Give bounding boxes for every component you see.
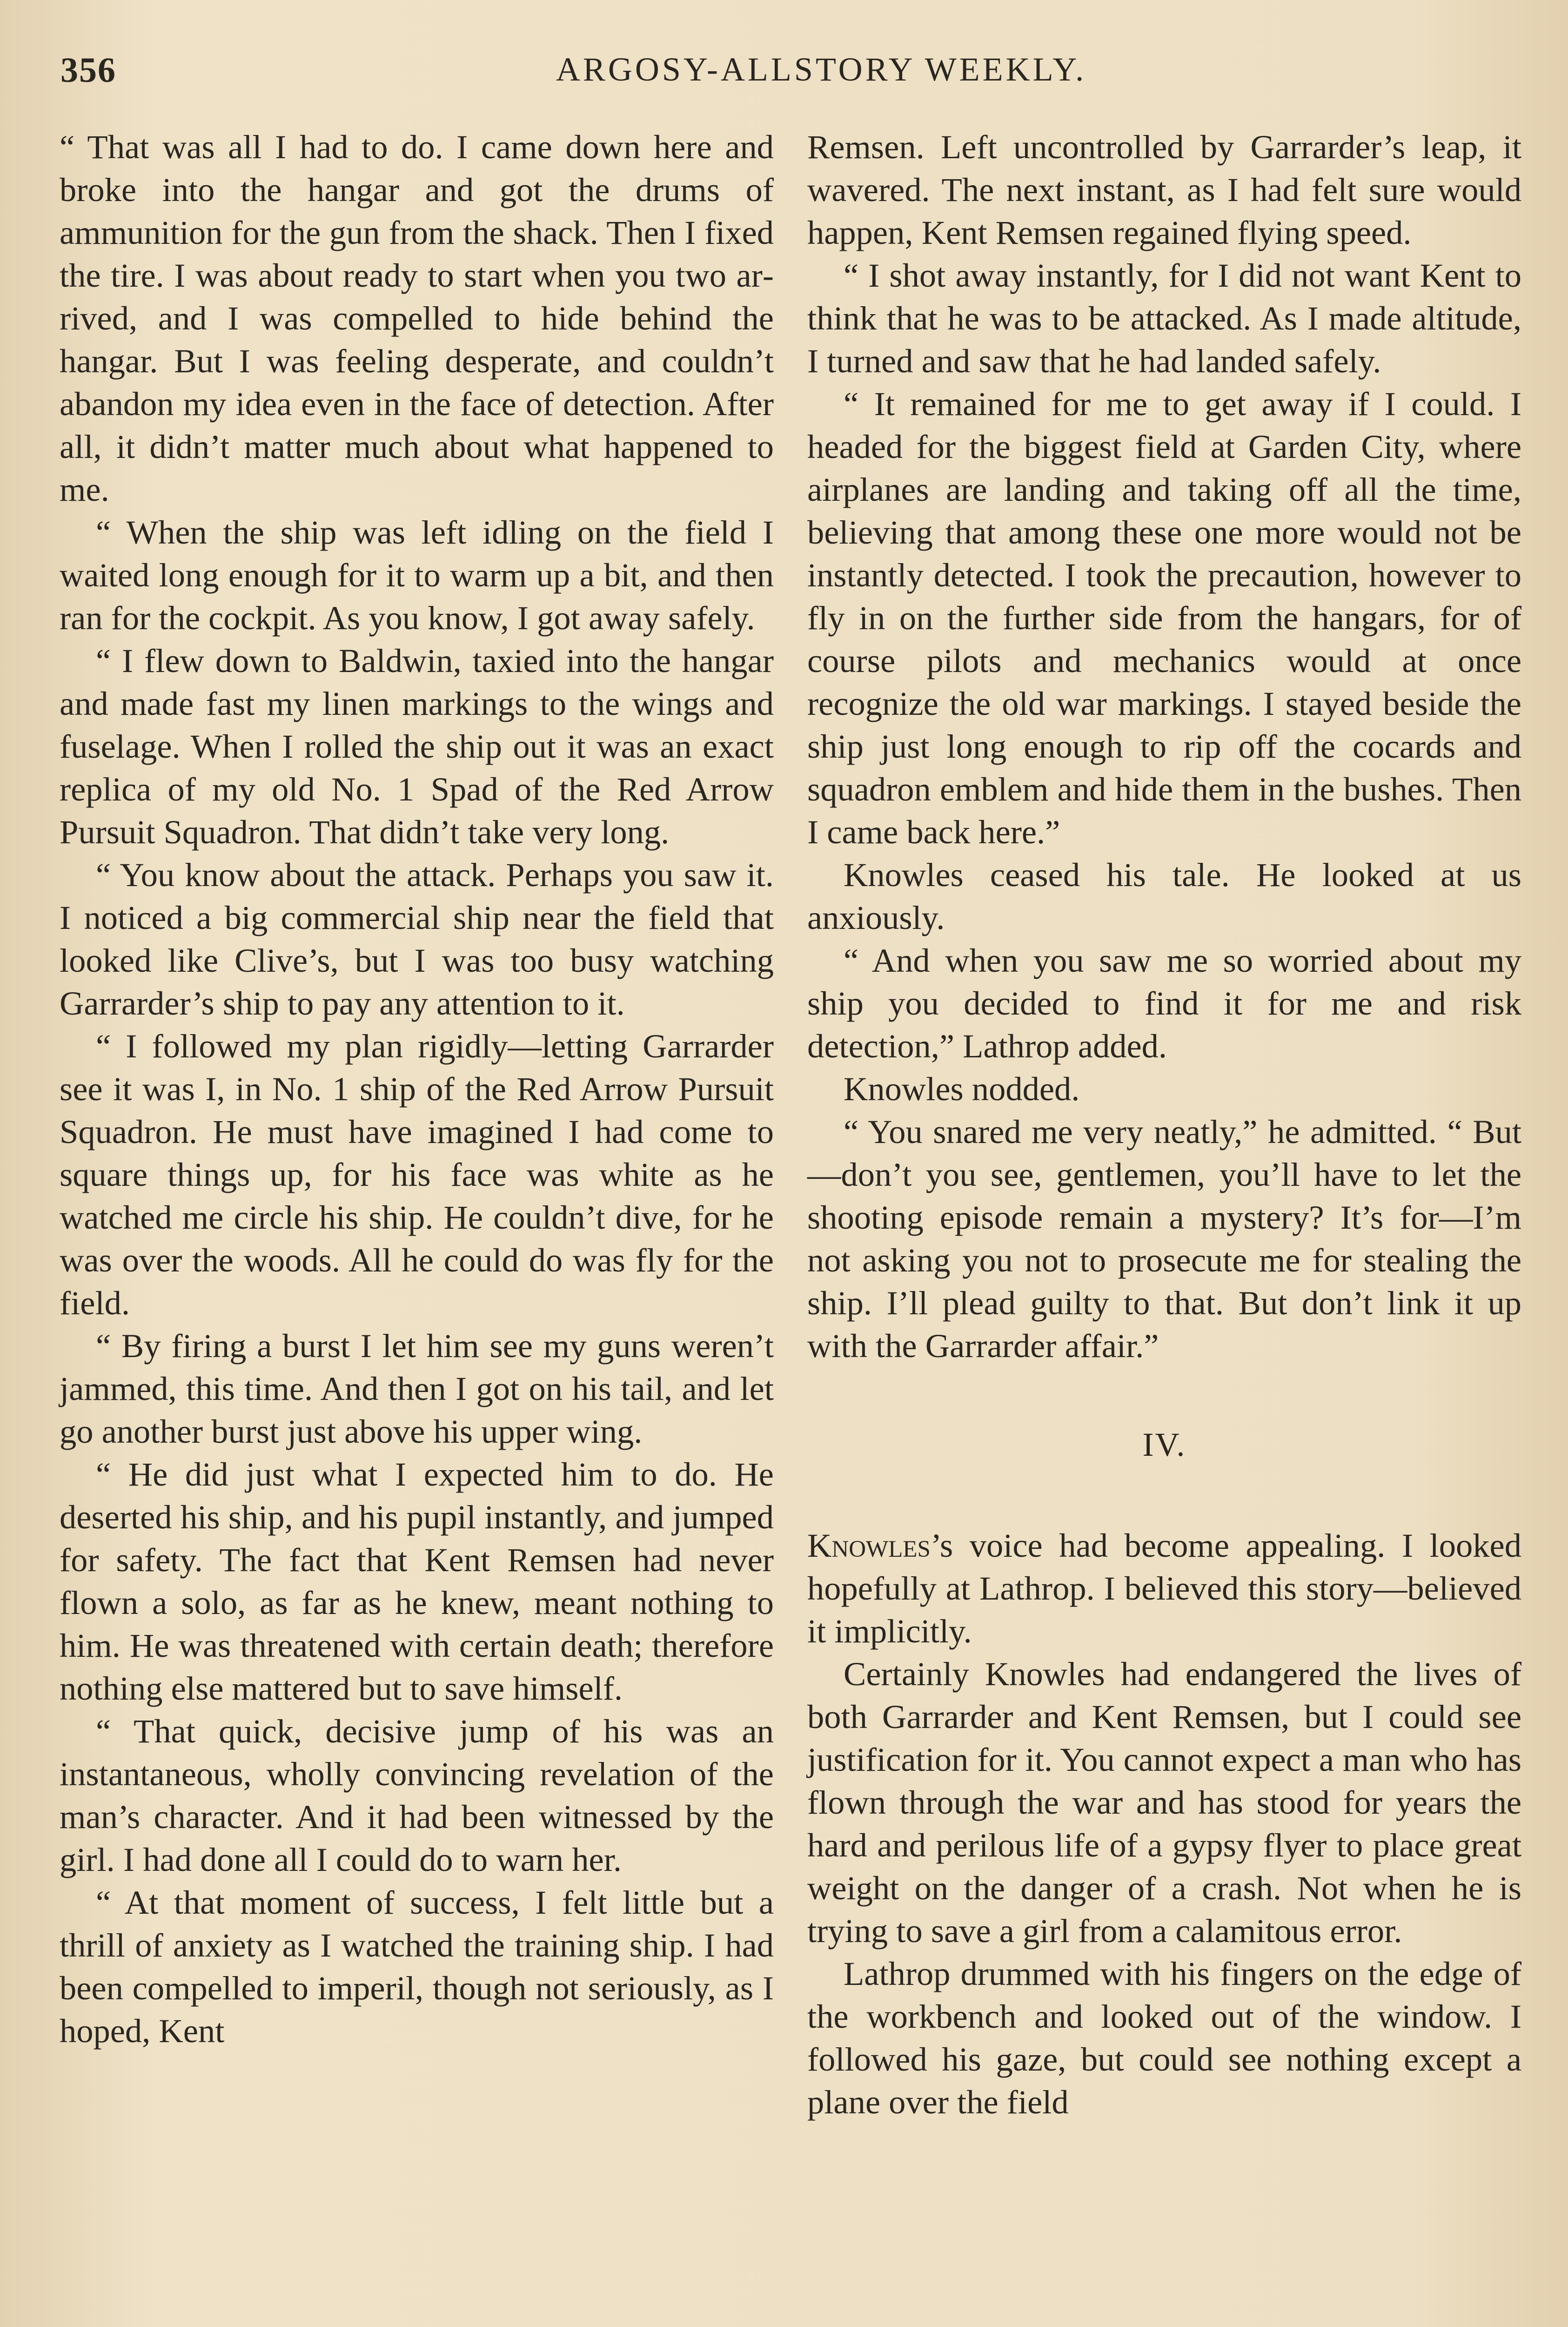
paragraph <box>807 1524 1521 1653</box>
paragraph: Knowles ceased his tale. He looked at us anxiously. <box>807 856 1521 936</box>
paragraph: Lathrop drummed with his fingers on the edge of the workbench and looked out of the window. I followed his gaze, but could see nothing except a plane over the field <box>807 1955 1521 2121</box>
paragraph: “ At that moment of success, I felt little but a thrill of anxiety as I watched the training ship. I had been compelled to imperil, though not seriously, as I hoped, Kent <box>60 1883 774 2050</box>
left-column <box>60 126 774 2327</box>
paragraph: “ It remained for me to get away if I could. I headed for the biggest field at Garden City, where airplanes are landing and taking off all the time, believing that among these one more would not be instantly detected. I took the precaution, however to fly in on the further side from the hangars, for of course pilots and mechanics would at once recognize the old war markings. I stayed beside the ship just long enough to rip off the cocards and squadron emblem and hide them in the bushes. Then I came back here.” <box>807 385 1521 851</box>
paragraph: “ I flew down to Baldwin, taxied into the hangar and made fast my linen markings to the wings and fuselage. When I rolled the ship out it was an exact replica of my old No. 1 Spad of the Red Arrow Pursuit Squadron. That didn’t take very long. <box>60 642 774 851</box>
running-title: ARGOSY-ALLSTORY WEEKLY. <box>556 51 1087 88</box>
paragraph: Remsen. Left uncontrolled by Garrarder’s leap, it wavered. The next instant, as I had felt sure would happen, Kent Remsen regained flying speed. <box>807 128 1521 251</box>
right-column <box>807 126 1521 2327</box>
paragraph: Knowles nodded. <box>844 1070 1080 1108</box>
paragraph: “ You know about the attack. Perhaps you saw it. I noticed a big commercial ship near the field that looked like Clive’s, but I was too busy watching Garrarder’s ship to pay any attention to it. <box>60 856 774 1022</box>
paragraph: “ That quick, decisive jump of his was an instantaneous, wholly convincing revelation of the man’s character. And it had been witnessed by the girl. I had done all I could do to warn her. <box>60 1712 774 1878</box>
section-heading: IV. <box>1142 1426 1186 1463</box>
paragraph: “ By firing a burst I let him see my guns weren’t jammed, this time. And then I got on his tail, and let go another burst just above his upper wing. <box>60 1327 774 1450</box>
paragraph: “ That was all I had to do. I came down here and broke into the hangar and got the drums of ammunition for the gun from the shack. Then I fixed the tire. I was about ready to start when you two arrived, and I was compelled to hide behind the hangar. But I was feeling desperate, and couldn’t abandon my idea even in the face of detection. After all, it didn’t matter much about what happened to me. <box>60 128 774 508</box>
paragraph: “ He did just what I expected him to do. He deserted his ship, and his pupil instantly, and jumped for safety. The fact that Kent Remsen had never flown a solo, as far as he knew, meant nothing to him. He was threatened with certain death; therefore nothing else mattered but to save himself. <box>60 1455 774 1707</box>
lead-rest: ’s voice had become appealing. I looked hopefully at Lathrop. I believed this story—believed it implicitly. <box>807 1527 1521 1650</box>
lead-word: Knowles <box>807 1527 931 1564</box>
paragraph: “ I shot away instantly, for I did not want Kent to think that he was to be attacked. As I made altitude, I turned and saw that he had landed safely. <box>807 256 1521 380</box>
paragraph: Certainly Knowles had endangered the lives of both Garrarder and Kent Remsen, but I could see justification for it. You cannot expect a man who has flown through the war and has stood for years the hard and perilous life of a gypsy flyer to place great weight on the danger of a crash. Not when he is trying to save a girl from a calamitous error. <box>807 1655 1521 1950</box>
page-header <box>60 50 1517 101</box>
paragraph: “ I followed my plan rigidly—letting Garrarder see it was I, in No. 1 ship of the Red Arrow Pursuit Squadron. He must have imagined I had come to square things up, for his face was white as he watched me circle his ship. He couldn’t dive, for he was over the woods. All he could do was fly for the field. <box>60 1027 774 1322</box>
paragraph: “ You snared me very neatly,” he admitted. “ But—don’t you see, gentlemen, you’ll have to let the shooting episode remain a mystery? It’s for—I’m not asking you not to prosecute me for stealing the ship. I’ll plead guilty to that. But don’t link it up with the Garrarder affair.” <box>807 1113 1521 1365</box>
paragraph: “ When the ship was left idling on the field I waited long enough for it to warm up a bit, and then ran for the cockpit. As you know, I got away safely. <box>60 513 774 637</box>
page-number: 356 <box>60 51 116 90</box>
paragraph: “ And when you saw me so worried about my ship you decided to find it for me and risk detection,” Lathrop added. <box>807 942 1521 1065</box>
